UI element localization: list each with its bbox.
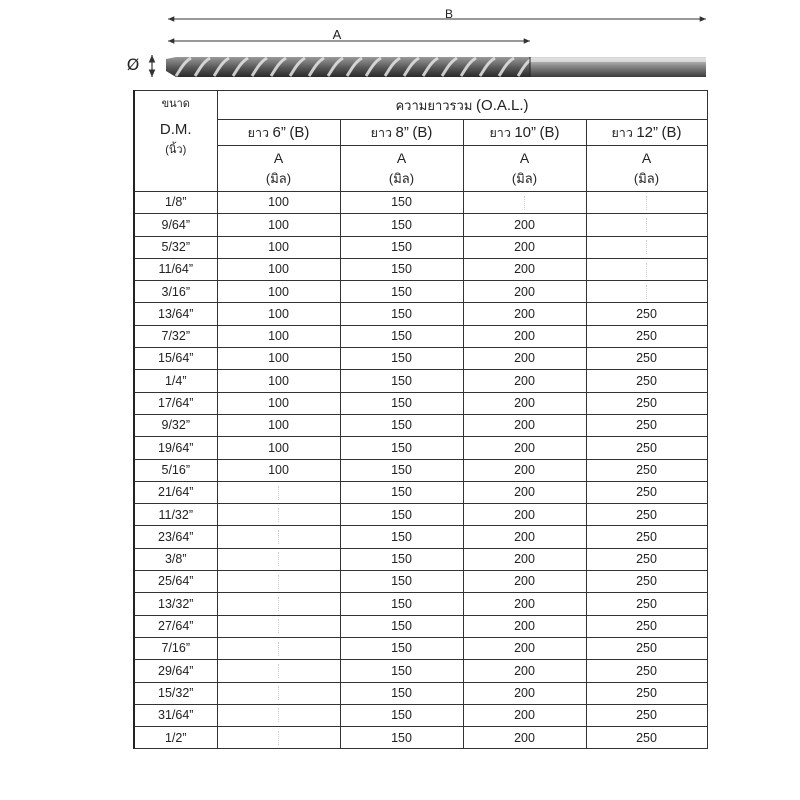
table-row	[134, 727, 707, 749]
length-a-cell: 200	[463, 593, 586, 615]
length-a-cell: 250	[586, 660, 707, 682]
size-cell: 1/4”	[134, 370, 217, 392]
length-a-cell: 250	[586, 504, 707, 526]
dimension-a-label: A	[332, 27, 342, 42]
table-row	[134, 504, 707, 526]
length-a-cell: 100	[217, 348, 340, 370]
length-a-cell: 150	[340, 459, 463, 481]
length-a-cell: 250	[586, 727, 707, 749]
size-cell: 9/32”	[134, 414, 217, 436]
length-a-cell: 150	[340, 437, 463, 459]
length-value: 8”	[395, 124, 409, 141]
length-header-3	[586, 120, 707, 146]
size-cell: 23/64”	[134, 526, 217, 548]
length-a-cell	[217, 660, 340, 682]
length-prefix: ยาว	[611, 126, 633, 140]
length-a-cell	[217, 615, 340, 637]
length-a-cell	[217, 548, 340, 570]
length-a-cell	[586, 236, 707, 258]
length-a-cell: 200	[463, 437, 586, 459]
size-cell: 27/64”	[134, 615, 217, 637]
length-a-cell: 200	[463, 370, 586, 392]
length-a-cell: 200	[463, 281, 586, 303]
length-a-cell: 200	[463, 348, 586, 370]
length-a-cell	[217, 704, 340, 726]
a-label: A	[273, 149, 284, 166]
length-a-cell: 150	[340, 348, 463, 370]
length-a-cell: 100	[217, 459, 340, 481]
length-a-cell: 150	[340, 727, 463, 749]
table-row	[134, 571, 707, 593]
length-a-cell: 150	[340, 258, 463, 280]
a-header-3	[586, 146, 707, 192]
length-header-1	[340, 120, 463, 146]
length-a-cell: 100	[217, 281, 340, 303]
length-a-cell	[217, 637, 340, 659]
a-header-1	[340, 146, 463, 192]
empty-cell-mark	[278, 575, 280, 589]
length-a-cell	[586, 214, 707, 236]
length-a-cell: 150	[340, 303, 463, 325]
length-a-cell: 150	[340, 325, 463, 347]
length-a-cell: 100	[217, 236, 340, 258]
size-cell: 19/64”	[134, 437, 217, 459]
oal-header	[217, 91, 707, 120]
length-value: 6”	[272, 124, 286, 141]
length-a-cell	[586, 258, 707, 280]
length-a-cell: 250	[586, 637, 707, 659]
length-suffix: (B)	[412, 124, 433, 141]
table-row	[134, 526, 707, 548]
empty-cell-mark	[278, 708, 280, 722]
table-row	[134, 214, 707, 236]
length-a-cell: 100	[217, 414, 340, 436]
length-a-cell: 200	[463, 214, 586, 236]
length-a-cell: 100	[217, 370, 340, 392]
length-a-cell: 150	[340, 481, 463, 503]
length-a-cell	[586, 192, 707, 214]
size-cell: 25/64”	[134, 571, 217, 593]
drill-bit-diagram	[0, 0, 800, 90]
size-header-thai: ขนาด	[161, 98, 190, 110]
length-a-cell: 200	[463, 727, 586, 749]
length-a-cell: 100	[217, 303, 340, 325]
empty-cell-mark	[278, 731, 280, 745]
length-a-cell: 200	[463, 414, 586, 436]
length-value: 12”	[636, 124, 659, 141]
length-a-cell: 200	[463, 571, 586, 593]
length-header-2	[463, 120, 586, 146]
empty-cell-mark	[278, 508, 280, 522]
length-suffix: (B)	[539, 124, 560, 141]
table-row	[134, 414, 707, 436]
length-a-cell: 150	[340, 281, 463, 303]
size-header	[134, 91, 217, 192]
length-a-cell: 150	[340, 682, 463, 704]
size-cell: 5/32”	[134, 236, 217, 258]
length-value: 10”	[514, 124, 537, 141]
oal-header-abbr: (O.A.L.)	[476, 96, 529, 114]
length-a-cell: 200	[463, 526, 586, 548]
table-row	[134, 437, 707, 459]
length-a-cell: 200	[463, 704, 586, 726]
size-cell: 21/64”	[134, 481, 217, 503]
length-a-cell: 100	[217, 214, 340, 236]
size-cell: 3/8”	[134, 548, 217, 570]
a-label: A	[641, 149, 652, 166]
table-row	[134, 704, 707, 726]
length-a-cell	[217, 682, 340, 704]
length-a-cell: 150	[340, 704, 463, 726]
length-a-cell: 200	[463, 392, 586, 414]
table-row	[134, 303, 707, 325]
length-a-cell	[217, 504, 340, 526]
drill-bit-icon	[166, 57, 706, 77]
table-row	[134, 593, 707, 615]
length-a-cell: 250	[586, 414, 707, 436]
length-a-cell: 150	[340, 593, 463, 615]
length-a-cell: 250	[586, 481, 707, 503]
length-a-cell: 250	[586, 548, 707, 570]
size-cell: 15/32”	[134, 682, 217, 704]
table-row	[134, 682, 707, 704]
table-row	[134, 258, 707, 280]
empty-cell-mark	[646, 240, 648, 254]
length-a-cell: 250	[586, 526, 707, 548]
length-a-cell: 250	[586, 682, 707, 704]
length-a-cell	[217, 727, 340, 749]
length-a-cell: 250	[586, 303, 707, 325]
table-row	[134, 325, 707, 347]
length-a-cell: 100	[217, 325, 340, 347]
size-header-unit: (นิ้ว)	[165, 144, 187, 156]
length-a-cell: 250	[586, 571, 707, 593]
a-unit: (มิล)	[265, 171, 292, 187]
length-a-cell: 150	[340, 526, 463, 548]
drill-size-table	[133, 90, 708, 749]
length-a-cell: 150	[340, 637, 463, 659]
length-a-cell	[217, 526, 340, 548]
size-cell: 15/64”	[134, 348, 217, 370]
size-cell: 29/64”	[134, 660, 217, 682]
length-a-cell: 150	[340, 414, 463, 436]
size-cell: 31/64”	[134, 704, 217, 726]
length-a-cell: 200	[463, 481, 586, 503]
dimension-b-label: B	[444, 7, 454, 21]
table-row	[134, 459, 707, 481]
length-a-cell: 200	[463, 258, 586, 280]
empty-cell-mark	[278, 597, 280, 611]
length-a-cell: 100	[217, 192, 340, 214]
length-a-cell	[463, 192, 586, 214]
size-cell: 1/8”	[134, 192, 217, 214]
a-header-0	[217, 146, 340, 192]
size-cell: 7/32”	[134, 325, 217, 347]
empty-cell-mark	[524, 196, 526, 210]
length-a-cell: 200	[463, 615, 586, 637]
table-row	[134, 370, 707, 392]
a-unit: (มิล)	[388, 171, 415, 187]
length-a-cell: 250	[586, 370, 707, 392]
length-a-cell: 250	[586, 459, 707, 481]
size-cell: 9/64”	[134, 214, 217, 236]
a-unit: (มิล)	[511, 171, 538, 187]
table-row	[134, 281, 707, 303]
length-suffix: (B)	[661, 124, 682, 141]
table-row	[134, 548, 707, 570]
length-prefix: ยาว	[247, 126, 270, 140]
empty-cell-mark	[278, 552, 280, 566]
empty-cell-mark	[278, 664, 280, 678]
table-row	[134, 615, 707, 637]
length-a-cell: 250	[586, 593, 707, 615]
size-cell: 7/16”	[134, 637, 217, 659]
table-row	[134, 481, 707, 503]
length-header-0	[217, 120, 340, 146]
length-a-cell: 150	[340, 660, 463, 682]
length-a-cell	[217, 481, 340, 503]
size-cell: 1/2”	[134, 727, 217, 749]
length-prefix: ยาว	[370, 126, 393, 140]
length-a-cell: 150	[340, 192, 463, 214]
size-cell: 11/64”	[134, 258, 217, 280]
size-cell: 13/64”	[134, 303, 217, 325]
length-a-cell: 200	[463, 548, 586, 570]
size-cell: 11/32”	[134, 504, 217, 526]
empty-cell-mark	[278, 642, 280, 656]
length-a-cell: 250	[586, 615, 707, 637]
size-cell: 17/64”	[134, 392, 217, 414]
length-a-cell	[217, 571, 340, 593]
table-row	[134, 236, 707, 258]
length-prefix: ยาว	[489, 126, 511, 140]
a-label: A	[396, 149, 407, 166]
length-a-cell: 200	[463, 660, 586, 682]
length-a-cell: 100	[217, 392, 340, 414]
length-a-cell: 200	[463, 637, 586, 659]
length-a-cell: 250	[586, 437, 707, 459]
size-header-dm: D.M.	[159, 121, 192, 138]
length-a-cell: 200	[463, 459, 586, 481]
length-a-cell: 200	[463, 682, 586, 704]
length-a-cell: 100	[217, 437, 340, 459]
table-row	[134, 348, 707, 370]
length-a-cell: 100	[217, 258, 340, 280]
empty-cell-mark	[278, 619, 280, 633]
length-a-cell: 250	[586, 392, 707, 414]
size-cell: 3/16”	[134, 281, 217, 303]
empty-cell-mark	[646, 218, 648, 232]
table-row	[134, 660, 707, 682]
empty-cell-mark	[646, 285, 648, 299]
size-cell: 13/32”	[134, 593, 217, 615]
a-unit: (มิล)	[633, 171, 660, 187]
length-a-cell: 200	[463, 303, 586, 325]
length-a-cell	[586, 281, 707, 303]
length-a-cell: 200	[463, 504, 586, 526]
length-suffix: (B)	[289, 124, 310, 141]
length-a-cell: 150	[340, 571, 463, 593]
diameter-symbol: Ø	[126, 55, 140, 74]
empty-cell-mark	[646, 196, 648, 210]
length-a-cell: 150	[340, 214, 463, 236]
length-a-cell: 250	[586, 348, 707, 370]
empty-cell-mark	[646, 263, 648, 277]
size-cell: 5/16”	[134, 459, 217, 481]
length-a-cell: 200	[463, 325, 586, 347]
length-a-cell	[217, 593, 340, 615]
length-a-cell: 150	[340, 615, 463, 637]
table-row	[134, 392, 707, 414]
empty-cell-mark	[278, 686, 280, 700]
length-a-cell: 250	[586, 325, 707, 347]
length-a-cell: 200	[463, 236, 586, 258]
table-row	[134, 637, 707, 659]
table-row	[134, 192, 707, 214]
length-a-cell: 150	[340, 370, 463, 392]
empty-cell-mark	[278, 530, 280, 544]
oal-header-thai: ความยาวรวม	[395, 97, 473, 113]
length-a-cell: 150	[340, 392, 463, 414]
length-a-cell: 150	[340, 504, 463, 526]
empty-cell-mark	[278, 486, 280, 500]
a-header-2	[463, 146, 586, 192]
length-a-cell: 250	[586, 704, 707, 726]
a-label: A	[519, 149, 530, 166]
length-a-cell: 150	[340, 236, 463, 258]
length-a-cell: 150	[340, 548, 463, 570]
